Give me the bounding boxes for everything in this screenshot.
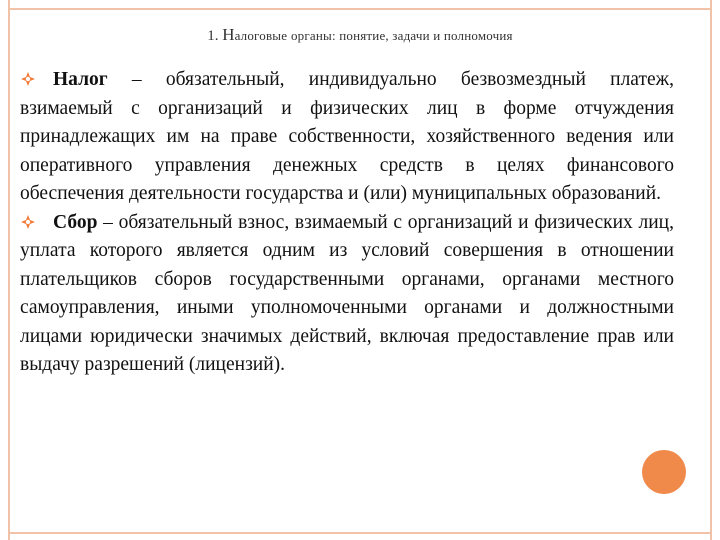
title-number: 1. xyxy=(207,28,219,44)
decorative-orange-circle xyxy=(642,450,686,494)
frame-left-line xyxy=(8,0,10,540)
frame-right-line xyxy=(710,0,712,540)
frame-bottom-line xyxy=(8,532,712,534)
definition-fee: – обязательный взнос, взимаемый с организаций и физических лиц, уплата которого является одним из условий совершения в отношении плательщиков сборов государственными органами, органами местного самоуправления, иными уполномоченными органами и должностными лицами юридически значимых действий, включая предоставление прав или выдачу разрешений (лицензий). xyxy=(20,211,674,375)
term-fee: Сбор xyxy=(53,211,98,233)
paragraph-fee xyxy=(20,209,674,380)
diamond-star-bullet-icon xyxy=(21,72,35,86)
paragraph-tax xyxy=(20,66,674,209)
title-capital: Н xyxy=(222,25,235,44)
diamond-star-bullet-icon xyxy=(21,215,35,229)
title-word1-rest: алоговые xyxy=(234,28,288,43)
slide-title xyxy=(0,25,720,45)
frame-top-line xyxy=(8,8,712,10)
title-rest: органы: понятие, задачи и полномочия xyxy=(290,28,513,43)
term-tax: Налог xyxy=(53,69,108,90)
slide-body xyxy=(20,66,674,380)
definition-tax: – обязательный, индивидуально безвозмездный платеж, взимаемый с организаций и физических лиц в форме отчуждения принадлежащих им на праве собственности, хозяйственного ведения или оперативного управления денежных средств в целях финансового обеспечения деятельности государства и (или) муниципальных образований. xyxy=(20,69,674,204)
